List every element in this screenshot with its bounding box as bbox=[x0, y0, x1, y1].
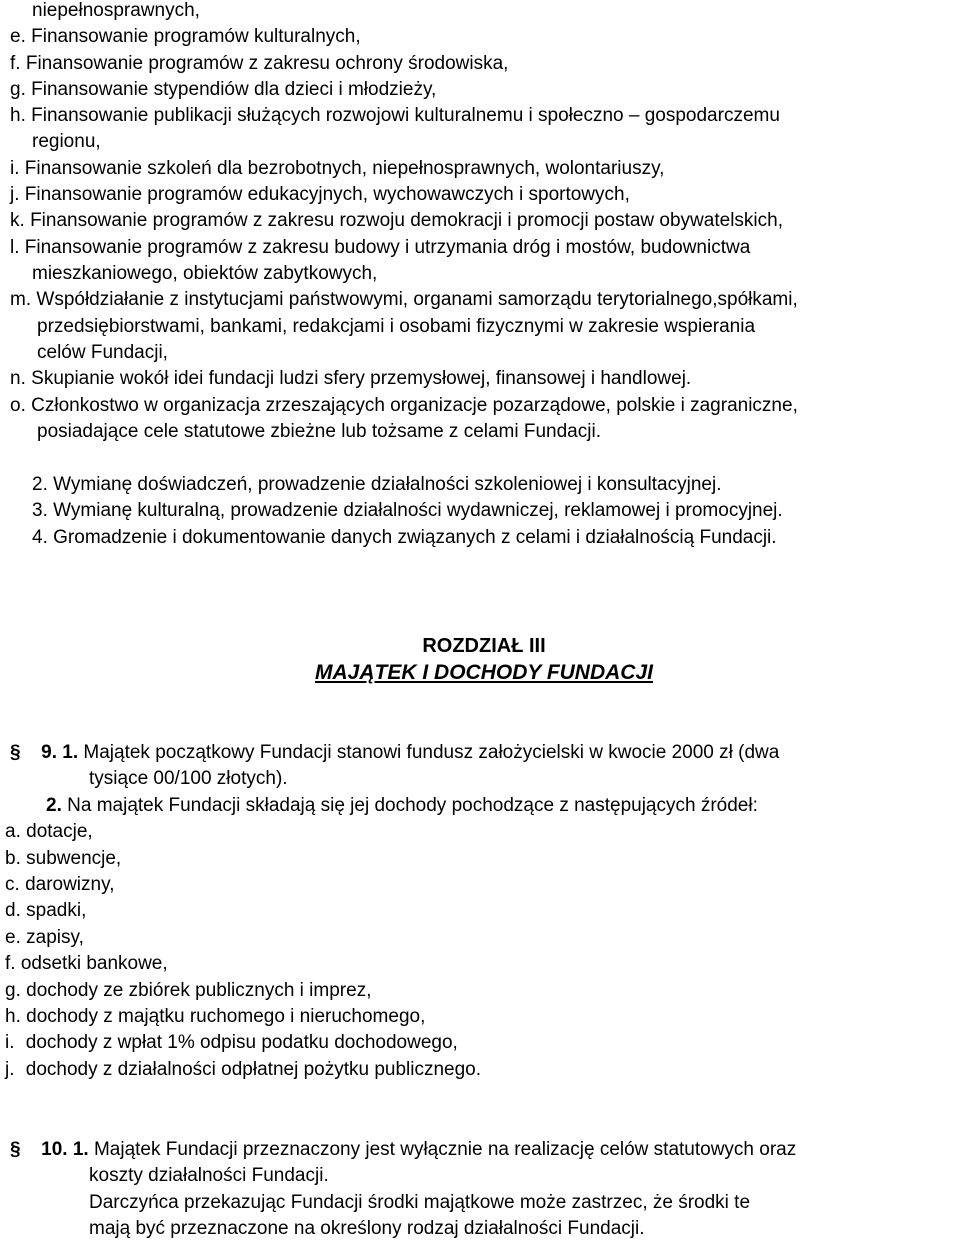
paragraph-text: Majątek początkowy Fundacji stanowi fundusz założycielski w kwocie 2000 zł (dwa bbox=[83, 742, 780, 763]
income-item: e. zapisy, bbox=[5, 927, 84, 948]
income-item: b. subwencje, bbox=[5, 848, 122, 869]
income-item: g. dochody ze zbiórek publicznych i imprez, bbox=[5, 980, 372, 1001]
income-item: f. odsetki bankowe, bbox=[5, 953, 168, 974]
section-number: 9. 1. bbox=[41, 742, 79, 763]
paragraph-continuation: tysiące 00/100 złotych). bbox=[89, 768, 288, 789]
list-item: o. Członkostwo w organizacja zrzeszających organizacje pozarządowe, polskie i zagraniczne, bbox=[10, 395, 798, 416]
chapter-subtitle: MAJĄTEK I DOCHODY FUNDACJI bbox=[315, 661, 653, 684]
list-item: i. Finansowanie szkoleń dla bezrobotnych, niepełnosprawnych, wolontariuszy, bbox=[10, 158, 665, 179]
section-9-heading bbox=[10, 740, 779, 766]
paragraph-continuation: Darczyńca przekazując Fundacji środki majątkowe może zastrzec, że środki te bbox=[89, 1192, 751, 1213]
paragraph-number: 2. bbox=[46, 795, 62, 816]
list-item-continuation: regionu, bbox=[32, 131, 101, 152]
list-item-continuation: przedsiębiorstwami, bankami, redakcjami i osobami fizycznymi w zakresie wspierania bbox=[37, 316, 756, 337]
paragraph-continuation: mają być przeznaczone na określony rodzaj działalności Fundacji. bbox=[89, 1218, 645, 1239]
paragraph-text: Na majątek Fundacji składają się jej dochody pochodzące z następujących źródeł: bbox=[67, 795, 758, 816]
income-item: j. dochody z działalności odpłatnej pożytku publicznego. bbox=[5, 1059, 482, 1080]
numbered-item: 4. Gromadzenie i dokumentowanie danych związanych z celami i działalnością Fundacji. bbox=[32, 527, 777, 548]
list-item: h. Finansowanie publikacji służących rozwojowi kulturalnemu i społeczno – gospodarczemu bbox=[10, 105, 780, 126]
paragraph-2 bbox=[46, 793, 758, 819]
list-item: e. Finansowanie programów kulturalnych, bbox=[10, 26, 361, 47]
list-item-continuation: mieszkaniowego, obiektów zabytkowych, bbox=[32, 263, 378, 284]
list-item: k. Finansowanie programów z zakresu rozwoju demokracji i promocji postaw obywatelskich, bbox=[10, 210, 783, 231]
numbered-item: 2. Wymianę doświadczeń, prowadzenie działalności szkoleniowej i konsultacyjnej. bbox=[32, 474, 722, 495]
list-item-continuation: celów Fundacji, bbox=[37, 342, 168, 363]
income-item: d. spadki, bbox=[5, 900, 87, 921]
list-item: n. Skupianie wokół idei fundacji ludzi sfery przemysłowej, finansowej i handlowej. bbox=[10, 368, 692, 389]
list-item: l. Finansowanie programów z zakresu budowy i utrzymania dróg i mostów, budownictwa bbox=[10, 237, 751, 258]
list-item-continuation: posiadające cele statutowe zbieżne lub tożsame z celami Fundacji. bbox=[37, 421, 601, 442]
income-item: i. dochody z wpłat 1% odpisu podatku dochodowego, bbox=[5, 1032, 458, 1053]
section-symbol: § bbox=[10, 1139, 21, 1160]
paragraph-text: Majątek Fundacji przeznaczony jest wyłącznie na realizację celów statutowych oraz bbox=[93, 1139, 797, 1160]
section-10-heading bbox=[10, 1137, 796, 1163]
section-number: 10. 1. bbox=[41, 1139, 89, 1160]
list-item: m. Współdziałanie z instytucjami państwowymi, organami samorządu terytorialnego,spółkami, bbox=[10, 289, 798, 310]
list-item: g. Finansowanie stypendiów dla dzieci i młodzieży, bbox=[10, 79, 437, 100]
numbered-item: 3. Wymianę kulturalną, prowadzenie działalności wydawniczej, reklamowej i promocyjnej. bbox=[32, 500, 783, 521]
paragraph-continuation: koszty działalności Fundacji. bbox=[89, 1165, 329, 1186]
chapter-title: ROZDZIAŁ III bbox=[422, 635, 546, 657]
list-item: j. Finansowanie programów edukacyjnych, wychowawczych i sportowych, bbox=[10, 184, 630, 205]
section-symbol: § bbox=[10, 742, 21, 763]
income-item: a. dotacje, bbox=[5, 821, 93, 842]
list-item: niepełnosprawnych, bbox=[32, 0, 200, 21]
income-item: h. dochody z majątku ruchomego i nieruchomego, bbox=[5, 1006, 426, 1027]
list-item: f. Finansowanie programów z zakresu ochrony środowiska, bbox=[10, 53, 509, 74]
income-item: c. darowizny, bbox=[5, 874, 115, 895]
